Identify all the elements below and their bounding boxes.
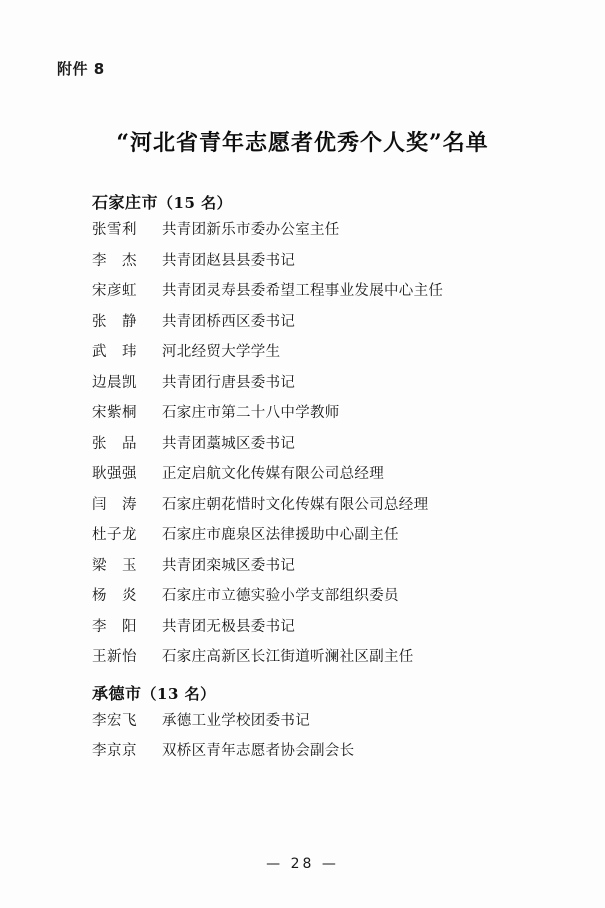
awardee-name: 边晨凯 <box>92 374 137 391</box>
awardee-title: 共青团藁城区委书记 <box>162 435 296 452</box>
section-city: 承德市 <box>92 683 142 703</box>
awardee-name: 梁 玉 <box>92 557 137 574</box>
list-item <box>92 744 565 759</box>
awardee-name: 李 阳 <box>92 618 137 635</box>
list-item <box>92 284 565 299</box>
page-title: “河北省青年志愿者优秀个人奖”名单 <box>116 130 489 156</box>
section-heading <box>92 190 565 213</box>
awardee-title: 正定启航文化传媒有限公司总经理 <box>162 466 384 482</box>
list-item <box>92 406 565 421</box>
page-number: — 28 — <box>266 856 339 872</box>
awardee-name: 宋紫桐 <box>92 405 137 421</box>
awardee-title: 石家庄市鹿泉区法律援助中心副主任 <box>162 527 399 543</box>
awardee-title: 石家庄高新区长江街道听澜社区副主任 <box>162 649 414 665</box>
awardee-name: 李宏飞 <box>92 712 137 729</box>
awardee-title: 共青团新乐市委办公室主任 <box>162 222 340 238</box>
section-heading <box>92 681 565 704</box>
awardee-name: 杨 炎 <box>92 588 137 604</box>
awardee-name: 武 玮 <box>92 344 137 360</box>
list-item <box>92 437 565 452</box>
awardee-name: 耿强强 <box>92 466 137 482</box>
list-item <box>92 589 565 604</box>
list-item <box>92 315 565 330</box>
awardee-name: 张 静 <box>92 313 137 330</box>
list-item <box>92 254 565 269</box>
awardee-title: 石家庄朝花惜时文化传媒有限公司总经理 <box>162 496 429 513</box>
awardee-name: 张雪利 <box>92 222 137 238</box>
awardee-title: 共青团桥西区委书记 <box>162 313 296 330</box>
awardee-title: 石家庄市立德实验小学支部组织委员 <box>162 588 399 604</box>
awardee-title: 共青团无极县委书记 <box>162 618 296 635</box>
attachment-label: 附件 8 <box>57 60 105 78</box>
awardee-name: 杜子龙 <box>92 527 137 543</box>
awardee-name: 李 杰 <box>92 252 137 269</box>
awardee-name: 闫 涛 <box>92 496 137 513</box>
list-item <box>92 498 565 513</box>
awardee-name: 王新怡 <box>92 649 137 665</box>
awardee-title: 石家庄市第二十八中学教师 <box>162 405 340 421</box>
list-item <box>92 467 565 482</box>
awardee-title: 承德工业学校团委书记 <box>162 712 310 729</box>
awardee-name: 张 品 <box>92 435 137 452</box>
awardee-title: 共青团栾城区委书记 <box>162 557 296 574</box>
list-item <box>92 714 565 729</box>
awardee-title: 双桥区青年志愿者协会副会长 <box>162 743 355 759</box>
list-item <box>92 345 565 360</box>
list-item <box>92 528 565 543</box>
awardee-title: 河北经贸大学学生 <box>162 344 281 360</box>
sections-container <box>92 190 565 759</box>
awardee-name: 宋彦虹 <box>92 283 137 299</box>
awardee-title: 共青团灵寿县委希望工程事业发展中心主任 <box>162 283 444 299</box>
list-item <box>92 650 565 665</box>
awardee-name: 李京京 <box>92 743 137 759</box>
list-item <box>92 376 565 391</box>
section-count: （13 名） <box>141 684 216 703</box>
awardee-title: 共青团赵县县委书记 <box>162 252 296 269</box>
list-item <box>92 620 565 635</box>
name-list-content <box>92 176 565 775</box>
awardee-title: 共青团行唐县委书记 <box>162 374 296 391</box>
section-count: （15 名） <box>158 194 233 212</box>
list-item <box>92 223 565 238</box>
list-item <box>92 559 565 574</box>
section-city: 石家庄市 <box>92 193 159 212</box>
